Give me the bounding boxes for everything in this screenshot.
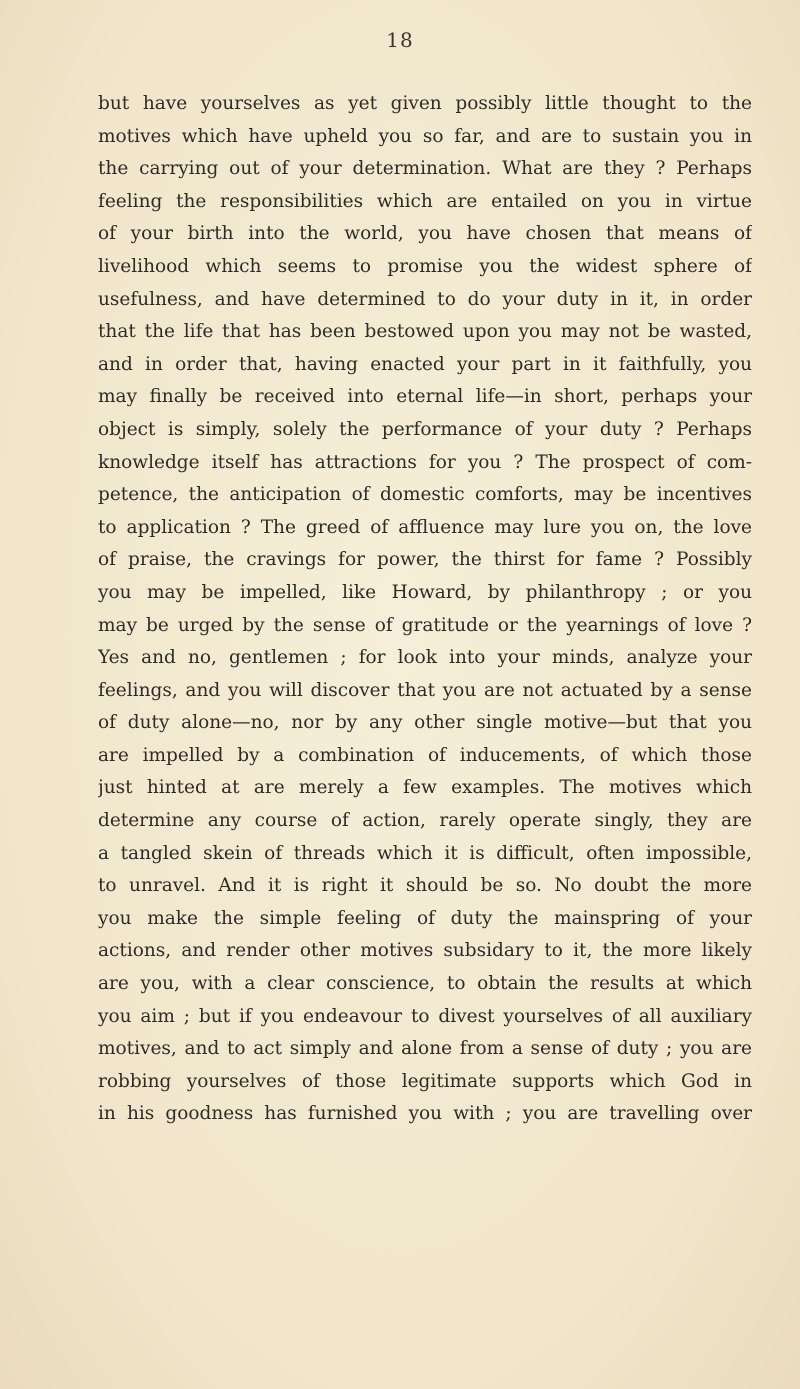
text-line: of your birth into the world, you have chosen that means of (98, 223, 752, 245)
text-line: to application ? The greed of affluence may lure you on, the love (98, 516, 752, 538)
text-line: actions, and render other motives subsidary to it, the more likely (98, 940, 752, 962)
text-line: and in order that, having enacted your part in it faithfully, you (98, 353, 752, 375)
body-text (98, 88, 752, 1131)
text-line: you aim ; but if you endeavour to divest yourselves of all auxiliary (98, 1005, 752, 1027)
text-line: the carrying out of your determination. What are they ? Perhaps (98, 158, 752, 180)
text-line: to unravel. And it is right it should be so. No doubt the more (98, 875, 752, 897)
text-line: are you, with a clear conscience, to obtain the results at which (98, 973, 752, 995)
text-line: just hinted at are merely a few examples. The motives which (98, 777, 752, 799)
text-line: a tangled skein of threads which it is difficult, often impossible, (98, 842, 752, 864)
text-line: feelings, and you will discover that you are not actuated by a sense (98, 679, 752, 701)
text-line: may be urged by the sense of gratitude or the yearnings of love ? (98, 614, 752, 636)
text-line: petence, the anticipation of domestic comforts, may be incentives (98, 484, 752, 506)
text-line: may finally be received into eternal life—in short, perhaps your (98, 386, 752, 408)
text-line: knowledge itself has attractions for you ? The prospect of com- (98, 451, 752, 473)
text-line: robbing yourselves of those legitimate supports which God in (98, 1070, 752, 1092)
text-line: determine any course of action, rarely operate singly, they are (98, 810, 752, 832)
text-line: motives which have upheld you so far, and are to sustain you in (98, 125, 752, 147)
text-line: that the life that has been bestowed upon you may not be wasted, (98, 321, 752, 343)
text-line: object is simply, solely the performance of your duty ? Perhaps (98, 418, 752, 440)
text-line: Yes and no, gentlemen ; for look into your minds, analyze your (98, 647, 752, 669)
text-line: livelihood which seems to promise you the widest sphere of (98, 255, 752, 277)
text-line: of duty alone—no, nor by any other single motive—but that you (98, 712, 752, 734)
text-line: motives, and to act simply and alone from a sense of duty ; you are (98, 1038, 752, 1060)
text-line: are impelled by a combination of inducements, of which those (98, 744, 752, 766)
text-line: usefulness, and have determined to do your duty in it, in order (98, 288, 752, 310)
text-line: but have yourselves as yet given possibly little thought to the (98, 93, 752, 114)
text-line: you may be impelled, like Howard, by philanthropy ; or you (98, 581, 752, 603)
page-number: 18 (386, 28, 414, 52)
text-line: in his goodness has furnished you with ; you are travelling over (98, 1103, 752, 1125)
text-line: feeling the responsibilities which are entailed on you in virtue (98, 190, 752, 212)
text-line: of praise, the cravings for power, the thirst for fame ? Possibly (98, 549, 752, 571)
text-line: you make the simple feeling of duty the mainspring of your (98, 907, 752, 929)
